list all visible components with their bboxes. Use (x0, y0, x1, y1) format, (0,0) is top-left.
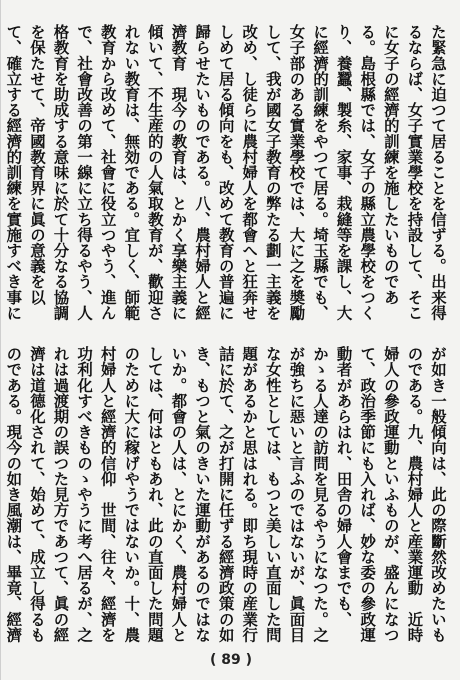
lower-text-block (4, 346, 449, 648)
upper-text-block (4, 24, 449, 328)
lower-paragraph: が如き一般傾向は、此の際斷然改めたいものである。九、農村婦人と産業運動 近時婦人の參政運動といふものが、盛んになつて、政治季節にも入れば、妙な委の參政運動者があらはれ、田舎の婦人會までも、かゝる人達の訪問を見るやうになつた。之が強ちに惡いと言ふのではないが、眞面目な女性としては、もつと美しい直面した問題があるかと思はれる。即ち現時の産業行詰に於て、之が打開に任ずる經濟政策の如き、もつと氣のきいた運動があるのではないか。都會の人は、とにかく、農村婦人としては、何はともあれ、此の直面した問題のために大に稼げやうではないか。十、農村婦人と經濟的信仰 世間、往々、經濟を功利化すべきものゝやうに考へ居るが、之れは過渡期の誤つた見方であつて、眞の經濟は道德化されて、始めて、成立し得るものである。現今の如き風潮は、畢竟、經濟 (4, 346, 447, 643)
page-number: ( 89 ) (209, 652, 253, 668)
upper-paragraph: た緊急に迫つて居ることを信ずる。出来得るならば、女子實業學校を持設して、そこに女子の經濟的訓練を施したいものである。島根縣では、女子の縣立農學校をつくり、養蠶、製糸、家事、栽縫等を課し、大に經濟的訓練をやつて居る。埼玉縣でも、女子部のある實業學校では、大に之を奬勵して、我が國女子教育の弊たる劃一主義を改め、し徒らに農村婦人を都會へと狂奔せしめて居る傾向をも、改めて教育の普遍に歸らせたいものである。八、農村婦人と經濟教育 現今の教育は、とかく享樂主義に傾いて、不生産的の人氣取教育が、歡迎されない教育は、無効である。宜しく、師範教育から改めて、社會に役立つやう、進んで、社會改善の第一線に立ち得るやう、人格教育を助成する意味に於て十分なる協調を保たせて、帝國教育界に眞の意義を以て、確立する經濟的訓練を實施すべき事に (4, 24, 447, 321)
